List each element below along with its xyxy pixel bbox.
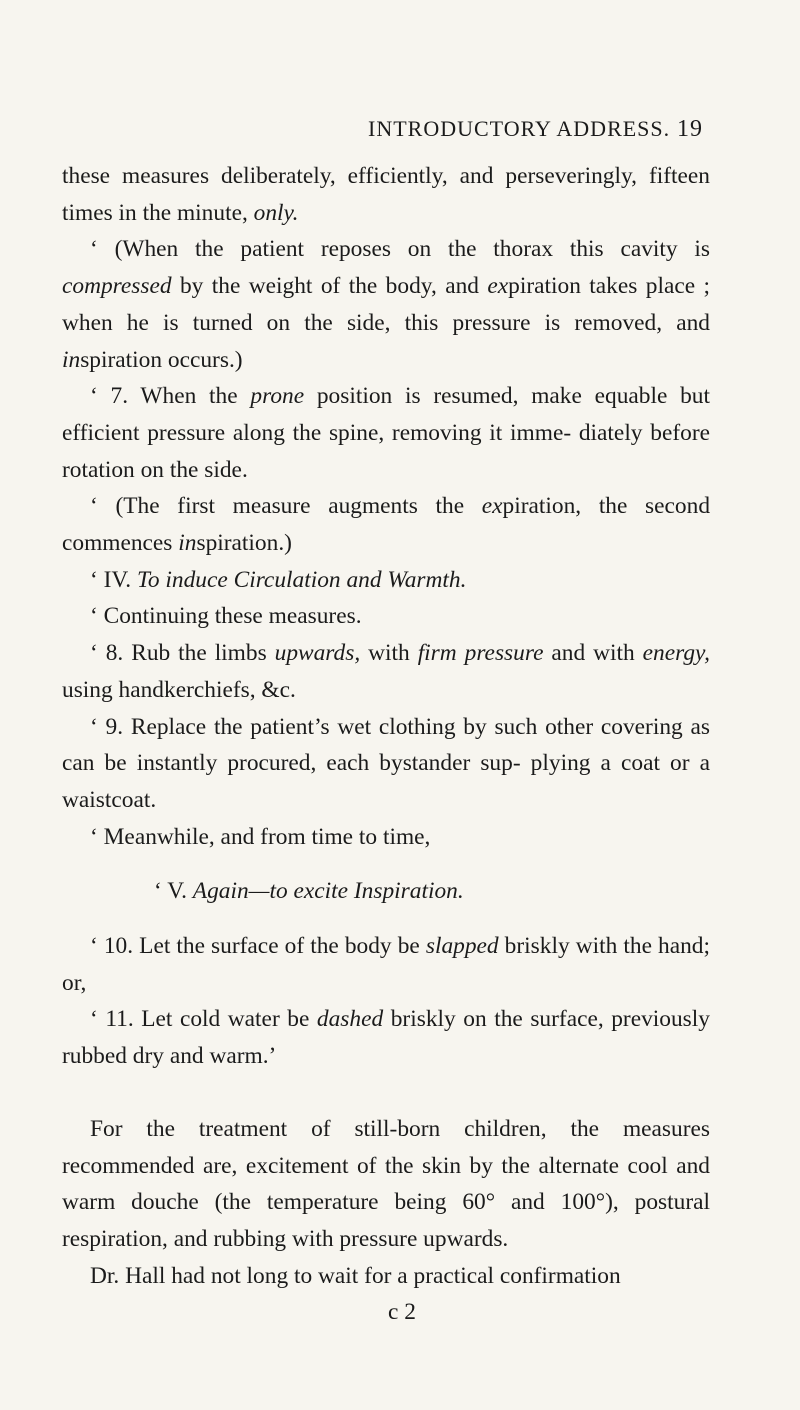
text: For the treatment of still-born children, the measures recommended are, excitement of the skin by the alternate cool and warm douche (the temperature being 60° and 100°), postural respiration, and rubbing with pressure upwards. <box>62 1115 710 1252</box>
italic-text: ex <box>487 273 509 300</box>
paragraph <box>62 598 710 635</box>
text: ‘ 8. Rub the limbs <box>90 640 275 667</box>
text: position is resumed, make equable but efficient pressure along the spine, removing it imme- diately before rotation on the side. <box>62 383 710 483</box>
body-text <box>62 158 710 1331</box>
text: briskly on the surface, previously rubbed dry and warm.’ <box>62 1006 710 1070</box>
page-number: 19 <box>677 116 703 142</box>
paragraph <box>62 378 710 488</box>
running-title: INTRODUCTORY ADDRESS. <box>368 116 671 141</box>
italic-text: To induce Circulation and Warmth. <box>137 566 467 593</box>
text: ‘ 7. When the <box>90 383 251 410</box>
text: spiration occurs.) <box>80 346 243 373</box>
text: ‘ (When the patient reposes on the thorax this cavity is <box>90 236 710 263</box>
text: ‘ 11. Let cold water be <box>90 1006 317 1033</box>
signature-mark: c 2 <box>388 1299 416 1326</box>
text: ‘ 10. Let the surface of the body be <box>90 933 426 960</box>
text: ‘ (The first measure augments the <box>90 493 482 520</box>
text: ‘ 9. Replace the patient’s wet clothing by such other covering as can be instantly procured, each bystander sup- plying a coat or a waistcoat. <box>62 713 710 813</box>
paragraph <box>62 488 710 561</box>
italic-text: firm pressure <box>417 640 544 667</box>
running-header <box>368 116 703 143</box>
text: using handkerchiefs, &c. <box>62 676 296 703</box>
paragraph <box>62 231 710 378</box>
text: ‘ Continuing these measures. <box>90 603 362 630</box>
text: briskly with the hand; or, <box>62 933 710 996</box>
section-heading-v <box>62 873 710 910</box>
paragraph <box>62 819 710 856</box>
section-heading-iv <box>62 562 710 599</box>
text: piration, the second commences <box>62 493 711 557</box>
paragraph <box>62 709 710 819</box>
text: and with <box>543 640 643 667</box>
text: ‘ IV. <box>90 566 137 593</box>
italic-text: ex <box>481 493 503 520</box>
italic-text: in <box>62 346 81 373</box>
paragraph <box>62 635 710 708</box>
italic-text: Again—to excite Inspiration. <box>192 878 464 905</box>
italic-text: dashed <box>316 1006 384 1033</box>
text: these measures deliberately, efficiently, and perseveringly, fifteen times in the minute, <box>62 163 710 226</box>
paragraph <box>62 1258 710 1295</box>
text: ‘ Meanwhile, and from time to time, <box>90 823 431 850</box>
text: by the weight of the body, and <box>171 273 488 300</box>
paragraph <box>62 1111 710 1258</box>
italic-text: slapped <box>425 933 499 960</box>
italic-text: prone <box>250 383 305 410</box>
text: ‘ V. <box>154 878 193 905</box>
italic-text: upwards, <box>274 640 361 667</box>
paragraph <box>62 928 710 1001</box>
italic-text: only. <box>253 199 299 226</box>
italic-text: in <box>178 530 197 557</box>
paragraph <box>62 1001 710 1074</box>
text: piration takes place ; when he is turned on the side, this pressure is removed, and <box>62 273 710 336</box>
text: spiration.) <box>196 530 292 557</box>
italic-text: compressed <box>62 273 172 300</box>
paragraph <box>62 158 710 231</box>
text: with <box>360 640 418 667</box>
italic-text: energy, <box>642 640 710 667</box>
text: Dr. Hall had not long to wait for a practical confirmation <box>90 1262 621 1289</box>
